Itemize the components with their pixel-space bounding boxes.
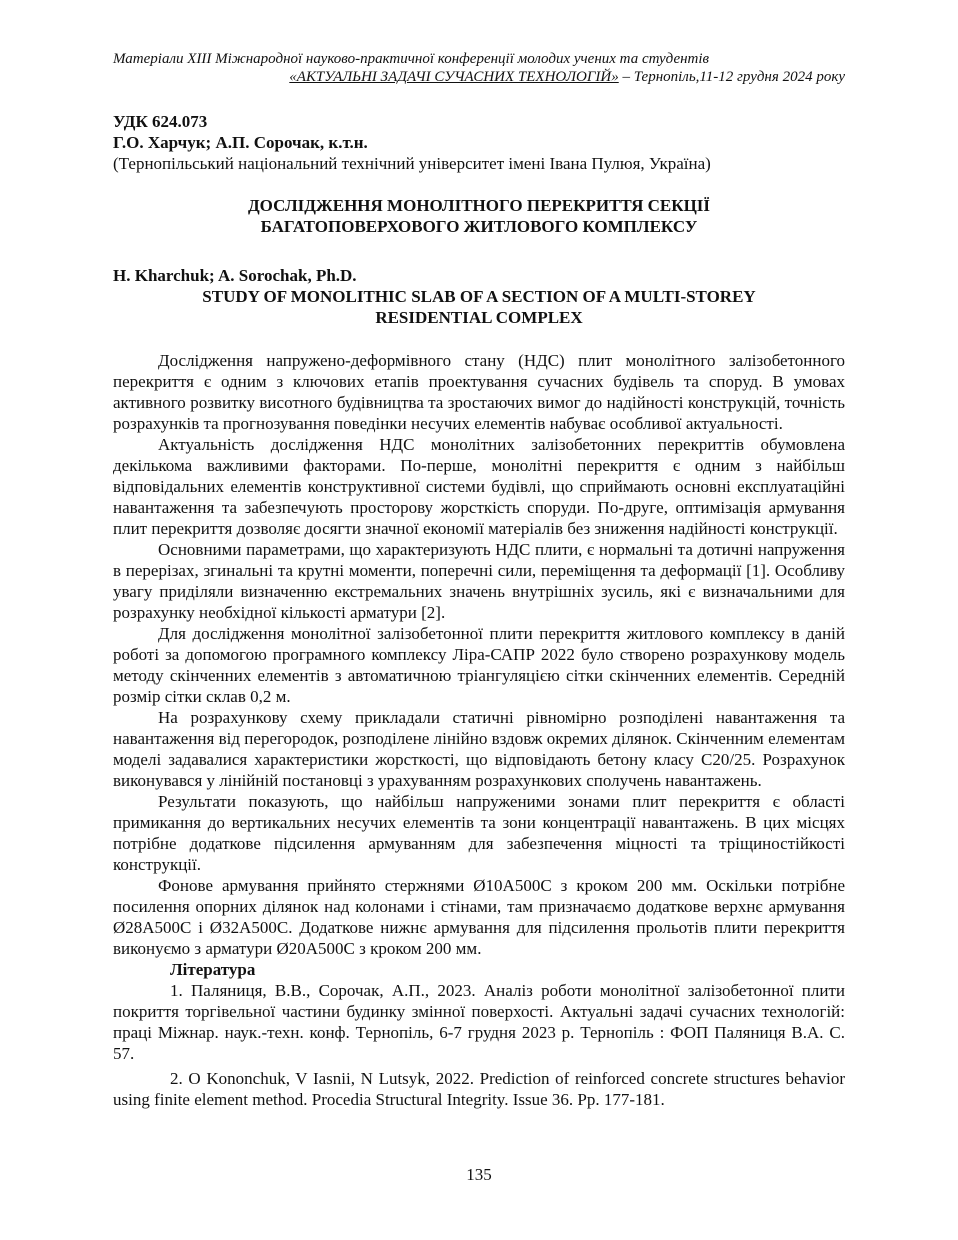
english-title-line-1: STUDY OF MONOLITHIC SLAB OF A SECTION OF A MULTI-STOREY [202,287,756,306]
english-authors: H. Kharchuk; A. Sorochak, Ph.D. [113,266,357,285]
page-number: 135 [466,1165,492,1184]
english-title [113,286,845,328]
udk-code: УДК 624.073 [113,112,208,131]
body-paragraph: Результати показують, що найбільш напруженими зонами плит перекриття є області примикання до вертикальних несучих елементів та зони концентрації навантажень. В цих місцях потрібне додаткове підсилення армуванням для забезпечення міцності та тріщиностійкості конструкції. [113,792,845,874]
paper-title-line-1: ДОСЛІДЖЕННЯ МОНОЛІТНОГО ПЕРЕКРИТТЯ СЕКЦІЇ [247,196,711,215]
affiliation: (Тернопільський національний технічний університет імені Івана Пулюя, Україна) [113,154,711,173]
header-line-1: Матеріали XIII Міжнародної науково-практичної конференції молодих учених та студентів [113,51,710,67]
body-paragraph: Фонове армування прийнято стержнями Ø10А500С з кроком 200 мм. Оскільки потрібне посилення опорних ділянок над колонами і стінами, там призначаємо додаткове верхнє армування Ø28А500С і Ø32А500С. Додаткове нижнє армування для підсилення прольотів плити перекриття виконуємо з арматури Ø20А500С з кроком 200 мм. [113,876,845,958]
reference-item: 2. O Kononchuk, V Iasnii, N Lutsyk, 2022. Prediction of reinforced concrete structures behavior using finite element method. Procedia Structural Integrity. Issue 36. Pp. 177-181. [113,1069,845,1109]
body-paragraph: На розрахункову схему прикладали статичні рівномірно розподілені навантаження та навантаження від перегородок, розподілене лінійно вздовж окремих ділянок. Скінченним елементам моделі задавалися характеристики жорсткості, що відповідають бетону класу С20/25. Розрахунок виконувався у лінійній постановці з урахуванням розрахункових сполучень навантажень. [113,708,845,790]
literature-heading: Література [170,960,256,979]
header-place-date: – Тернопіль,11-12 грудня 2024 року [618,69,845,85]
paper-title-line-2: БАГАТОПОВЕРХОВОГО ЖИТЛОВОГО КОМПЛЕКСУ [260,217,698,236]
authors: Г.О. Харчук; А.П. Сорочак, к.т.н. [113,133,368,152]
header-conference-name: «АКТУАЛЬНІ ЗАДАЧІ СУЧАСНИХ ТЕХНОЛОГІЙ» [289,69,619,85]
body-paragraph: Дослідження напружено-деформівного стану (НДС) плит монолітного залізобетонного перекриття є одним з ключових етапів проектування сучасних будівель та споруд. В умовах активного розвитку висотного будівництва та зростаючих вимог до надійності конструкцій, точність розрахунків та прогнозування поведінки несучих елементів набуває особливої актуальності. [113,351,845,433]
english-title-line-2: RESIDENTIAL COMPLEX [375,308,583,327]
body-paragraph: Актуальність дослідження НДС монолітних залізобетонних перекриттів обумовлена декількома важливими факторами. По-перше, монолітні перекриття є одним з найбільш відповідальних елементів конструктивної системи будівлі, що сприймають основні експлуатаційні навантаження та забезпечують просторову жорсткість споруди. По-друге, оптимізація армування плит перекриття дозволяє досягти значної економії матеріалів без зниження надійності конструкції. [113,435,845,538]
header-line-2 [113,68,845,86]
paper-body [113,350,845,1110]
reference-item: 1. Паляниця, В.В., Сорочак, А.П., 2023. Аналіз роботи монолітної залізобетонної плити покриття торгівельної частини будинку змінної поверхоcтi. Актуальні задачі сучасних технологій: праці Міжнар. наук.-техн. конф. Тернопіль, 6-7 грудня 2023 р. Тернопіль : ФОП Паляниця В.А. С. 57. [113,981,845,1063]
body-paragraph: Основними параметрами, що характеризують НДС плити, є нормальні та дотичні напруження в перерізах, згинальні та крутні моменти, поперечні сили, переміщення та деформації [1]. Особливу увагу приділяли визначенню екстремальних значень внутрішніх зусиль, які є визначальними для розрахунку необхідної кількості арматури [2]. [113,540,845,622]
conference-header [113,50,845,86]
paper-title [113,195,845,237]
body-paragraph: Для дослідження монолітної залізобетонної плити перекриття житлового комплексу в даній роботі за допомогою програмного комплексу Ліра-САПР 2022 було створено розрахункову модель методу скінченних елементів з автоматичною тріангуляцією сітки скінченних елементів. Середній розмір сітки склав 0,2 м. [113,624,845,706]
